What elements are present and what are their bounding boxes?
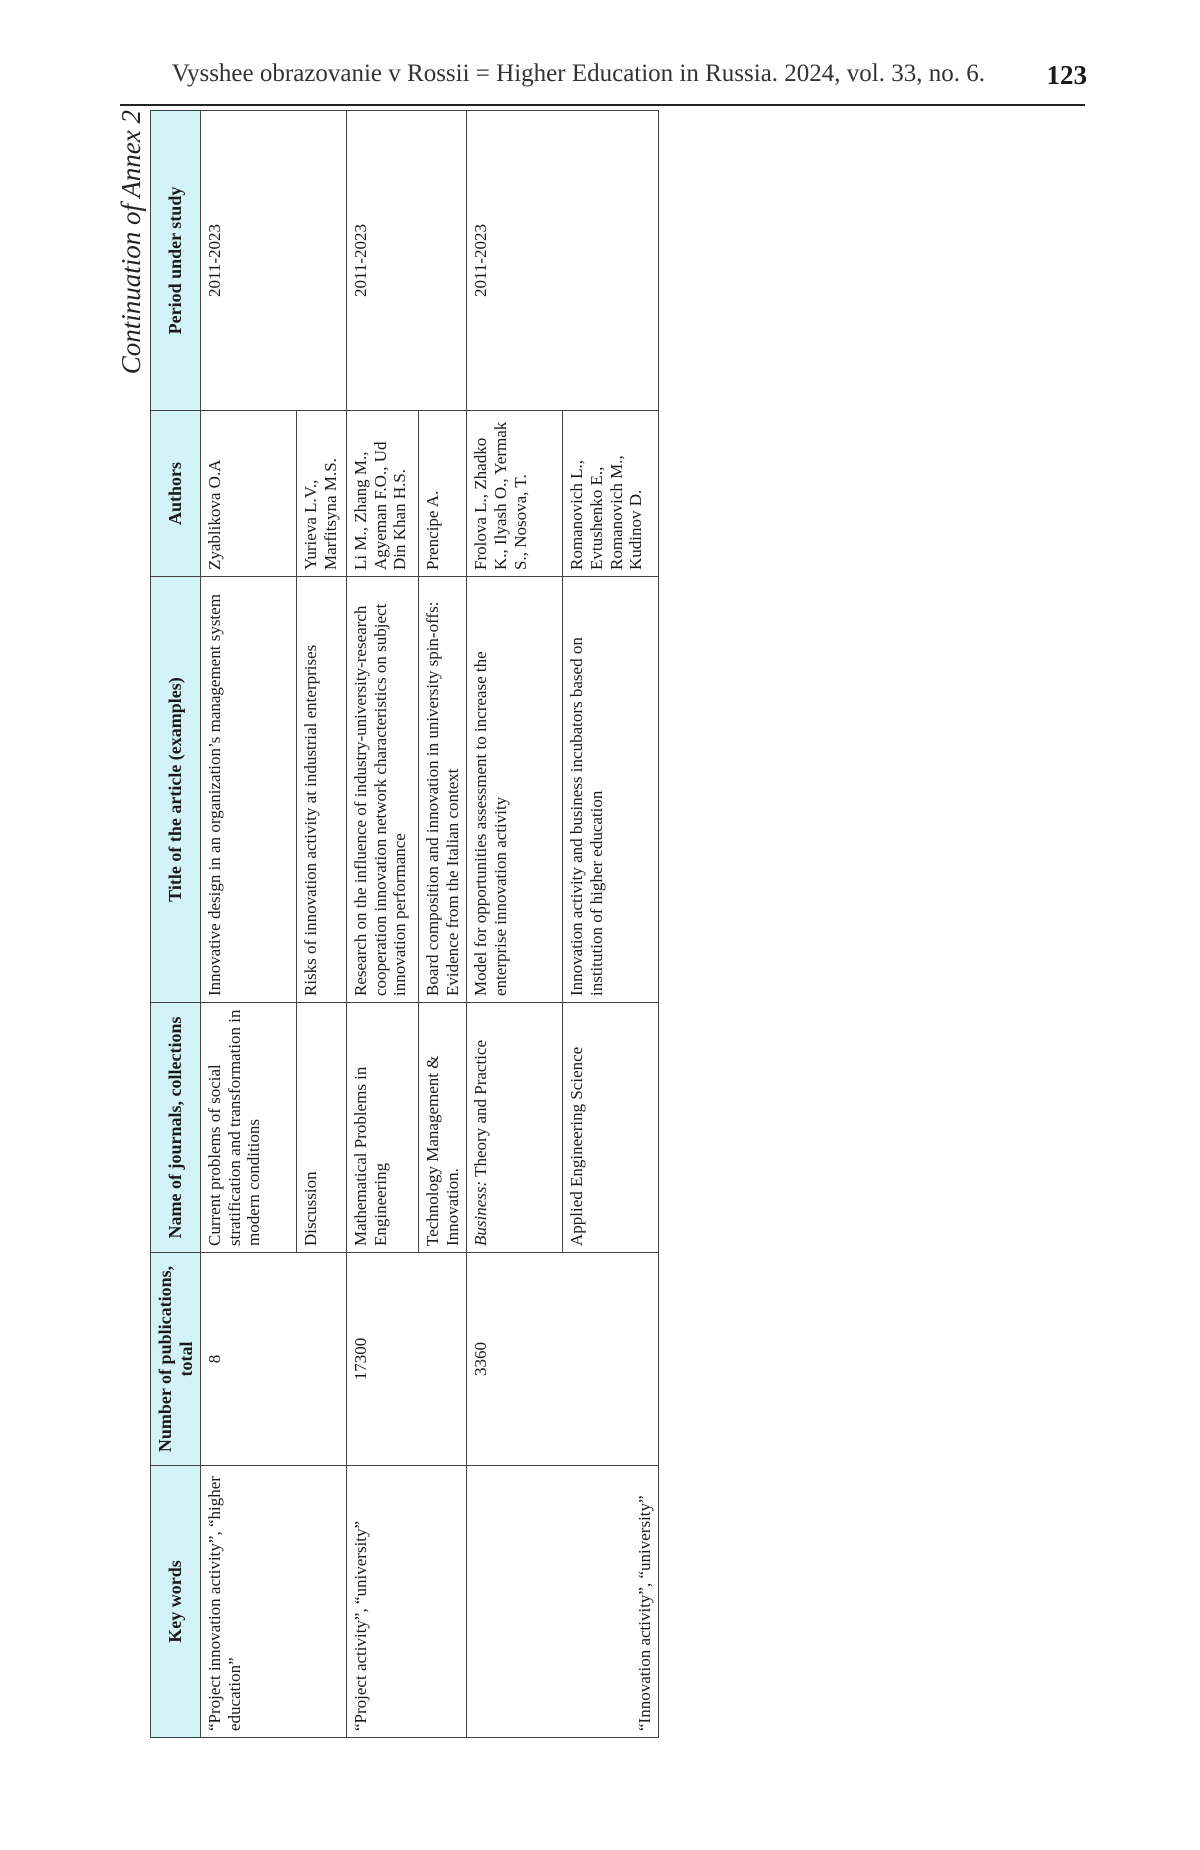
title-cell: Model for opportunities assessment to increase the enterprise innovation activity bbox=[467, 577, 563, 1003]
journal-name-rest: Theory and Practice bbox=[471, 1039, 491, 1177]
journal-name-italic: Business: bbox=[471, 1180, 491, 1246]
header-rule bbox=[120, 104, 1085, 106]
col-header-title: Title of the article (examples) bbox=[151, 577, 201, 1003]
annex-caption: Continuation of Annex 2 bbox=[116, 110, 146, 375]
col-header-journals: Name of journals, collections bbox=[151, 1003, 201, 1253]
authors-cell: Zyablikova O.A bbox=[201, 411, 297, 577]
title-cell: Innovative design in an organization’s management system bbox=[201, 577, 297, 1003]
authors-cell: Frolova L., Zhadko K., Ilyash O., Yermak S., Nosova, T. bbox=[467, 411, 563, 577]
annex-table bbox=[150, 110, 659, 1738]
keywords-cell: “Innovation activity”, “university” bbox=[467, 1466, 659, 1738]
table-row bbox=[347, 111, 419, 1738]
rotated-annex bbox=[112, 110, 722, 1850]
title-cell: Risks of innovation activity at industrial enterprises bbox=[297, 577, 347, 1003]
journal-cell: Technology Management & Innovation. bbox=[419, 1003, 467, 1253]
col-header-period: Period under study bbox=[151, 111, 201, 411]
table-row bbox=[467, 111, 563, 1738]
title-cell: Innovation activity and business incubators based on institution of higher education bbox=[563, 577, 659, 1003]
table-header-row bbox=[151, 111, 201, 1738]
journal-cell bbox=[467, 1003, 563, 1253]
authors-cell: Prencipe A. bbox=[419, 411, 467, 577]
journal-cell: Current problems of social stratification and transformation in modern conditions bbox=[201, 1003, 297, 1253]
page-number: 123 bbox=[1046, 60, 1087, 90]
total-cell: 8 bbox=[201, 1253, 347, 1466]
title-cell: Research on the influence of industry-university-research cooperation innovation network characteristics on subject innovation performance bbox=[347, 577, 419, 1003]
col-header-authors: Authors bbox=[151, 411, 201, 577]
journal-cell: Applied Engineering Science bbox=[563, 1003, 659, 1253]
period-cell: 2011-2023 bbox=[347, 111, 467, 411]
authors-cell: Romanovich L., Evtushenko E., Romanovich M., Kudinov D. bbox=[563, 411, 659, 577]
period-cell: 2011-2023 bbox=[201, 111, 347, 411]
journal-cell: Discussion bbox=[297, 1003, 347, 1253]
period-cell: 2011-2023 bbox=[467, 111, 659, 411]
table-row bbox=[201, 111, 297, 1738]
col-header-keywords: Key words bbox=[151, 1466, 201, 1738]
col-header-total: Number of publications, total bbox=[151, 1253, 201, 1466]
authors-cell: Yurieva L.V., Marfitsyna M.S. bbox=[297, 411, 347, 577]
journal-cell: Mathematical Problems in Engineering bbox=[347, 1003, 419, 1253]
keywords-cell: “Project innovation activity”, “higher education” bbox=[201, 1466, 347, 1738]
keywords-cell: “Project activity”, “university” bbox=[347, 1466, 467, 1738]
title-cell: Board composition and innovation in university spin-offs: Evidence from the Italian context bbox=[419, 577, 467, 1003]
running-header: Vysshee obrazovanie v Rossii = Higher Education in Russia. 2024, vol. 33, no. 6. bbox=[171, 60, 985, 87]
authors-cell: Li M., Zhang M., Agyeman F.O., Ud Din Khan H.S. bbox=[347, 411, 419, 577]
total-cell: 3360 bbox=[467, 1253, 659, 1466]
total-cell: 17300 bbox=[347, 1253, 467, 1466]
